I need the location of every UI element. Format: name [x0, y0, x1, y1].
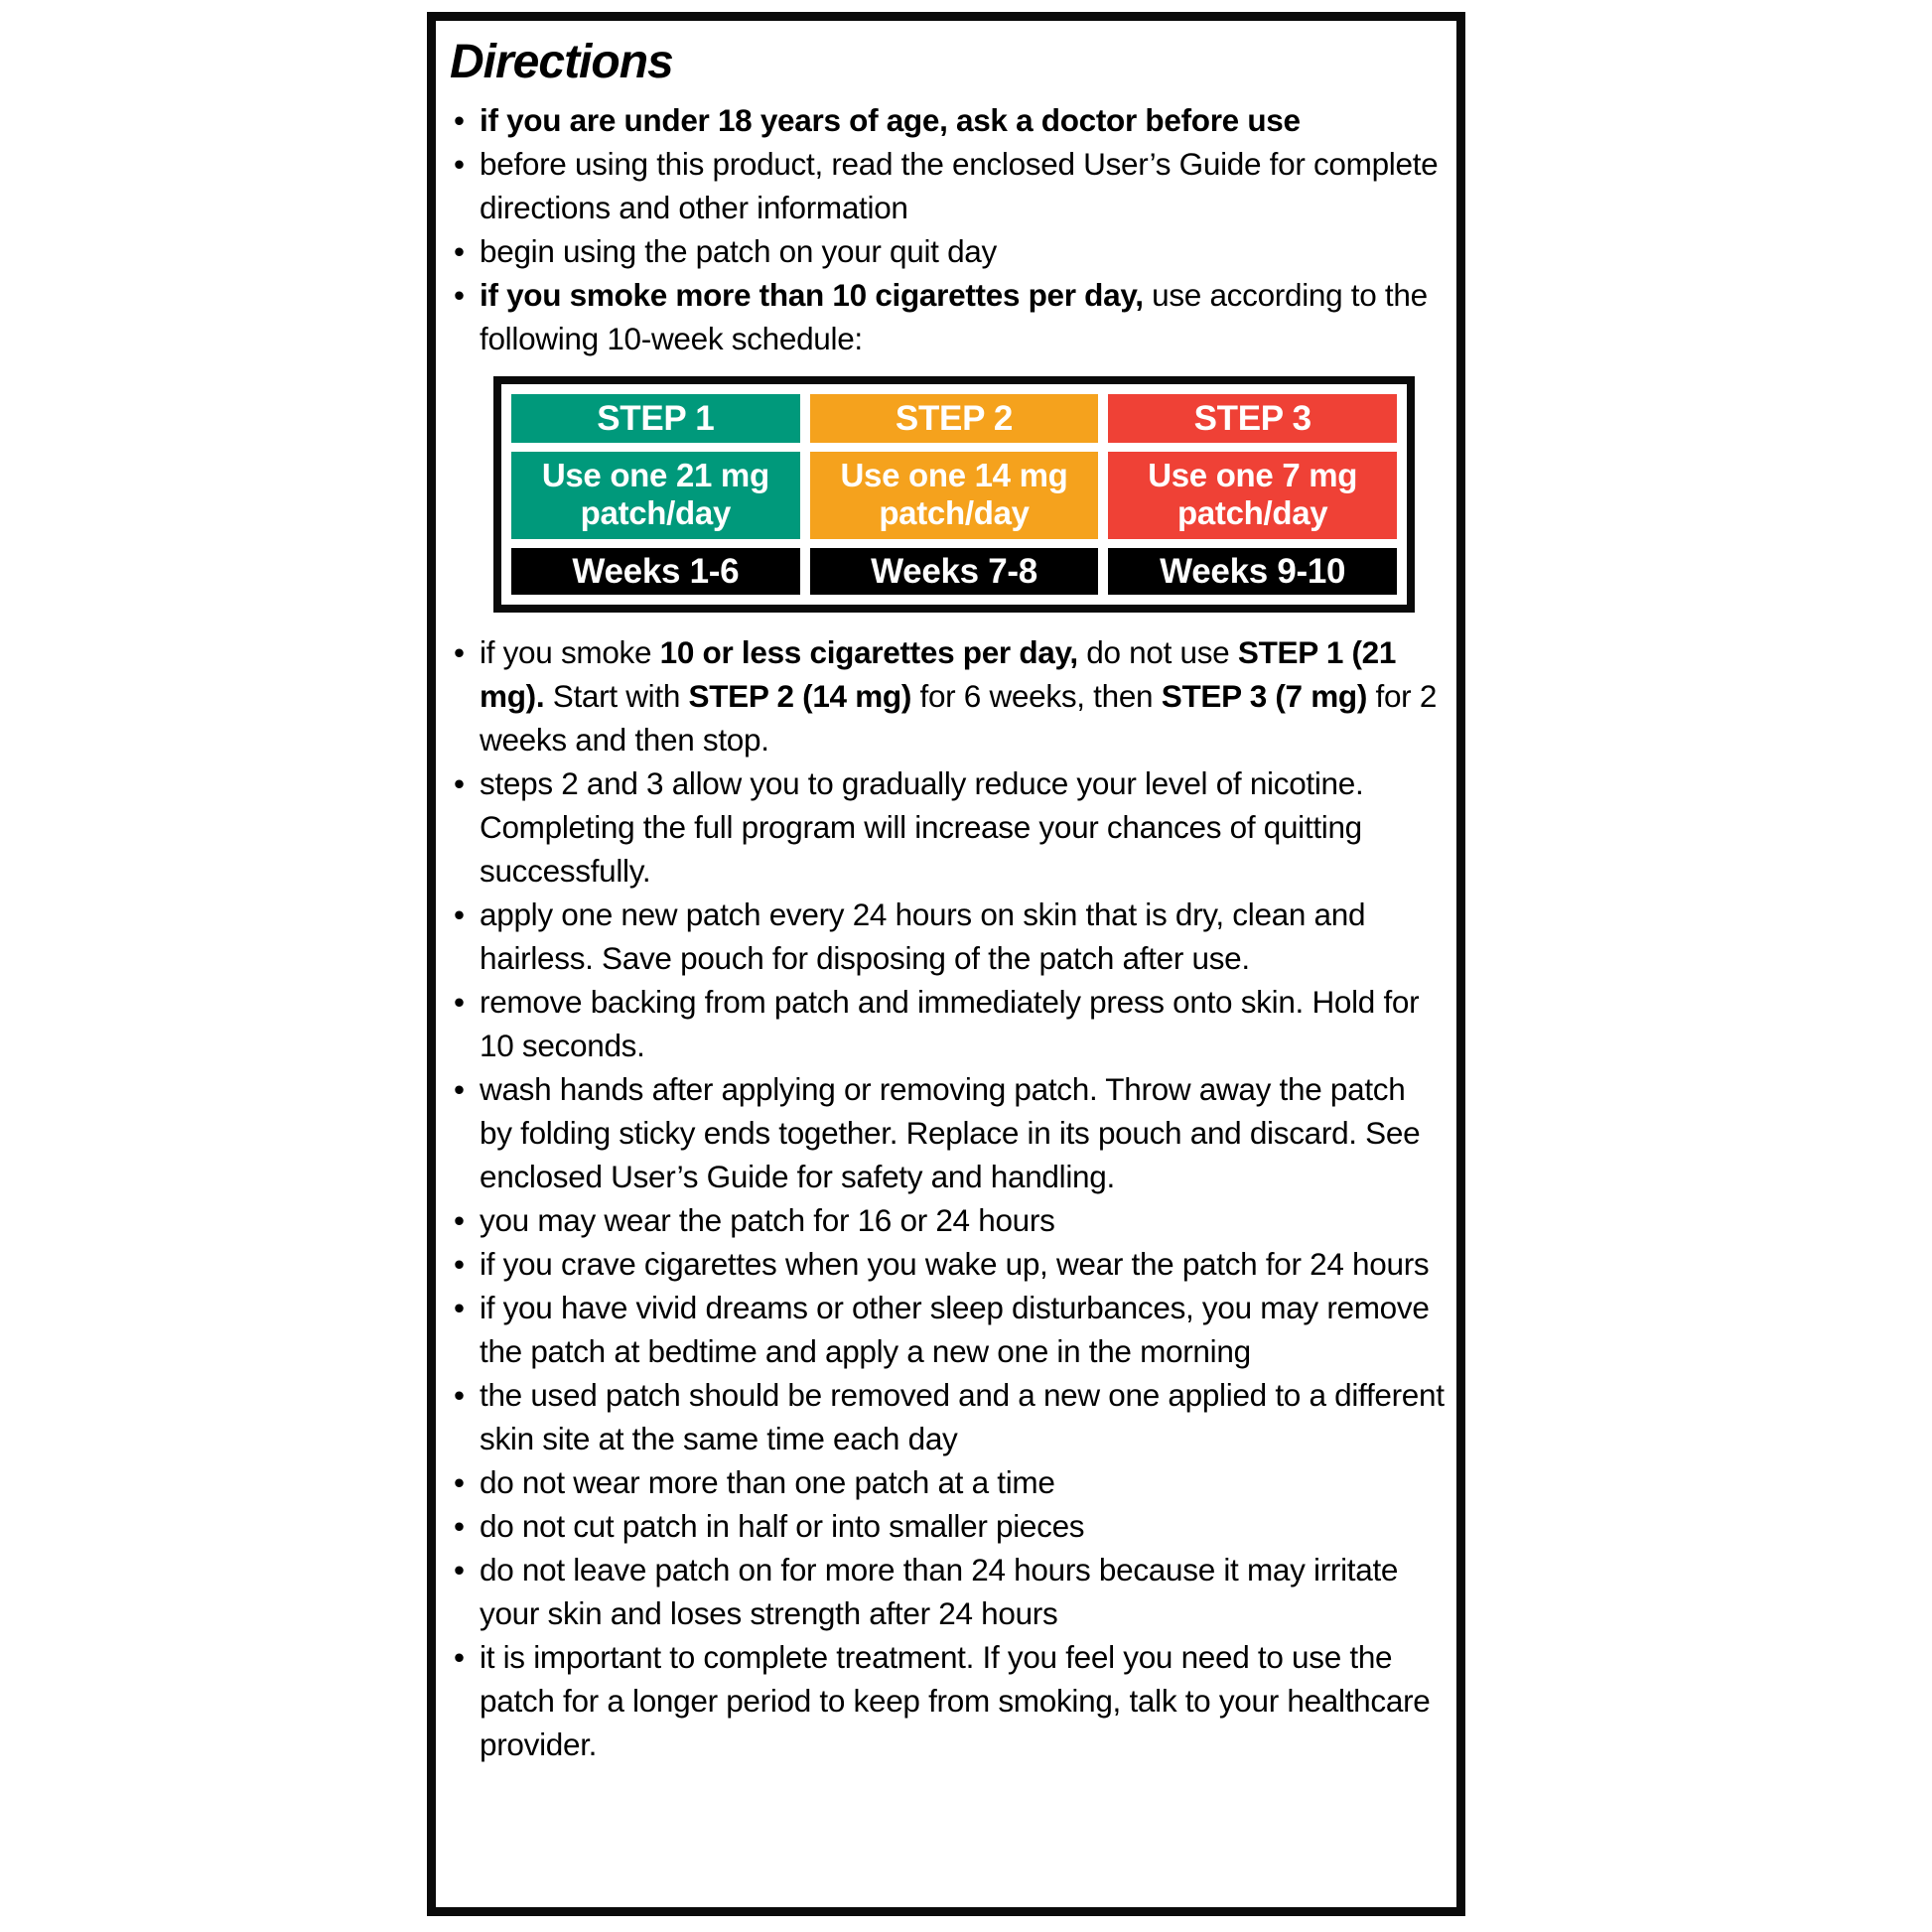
list-item-text: it is important to complete treatment. If you feel you need to use the patch for a longer period to keep from smoking, talk to your healthcare provider. — [480, 1639, 1431, 1762]
list-item-text: the used patch should be removed and a new one applied to a different skin site at the same time each day — [480, 1377, 1445, 1456]
schedule-dose-line: Use one 7 mg — [1148, 457, 1358, 493]
schedule-table — [493, 376, 1415, 613]
list-item-text: remove backing from patch and immediately press onto skin. Hold for 10 seconds. — [480, 984, 1420, 1063]
list-item — [452, 630, 1445, 761]
list-item — [452, 893, 1445, 980]
schedule-step-cell: STEP 2 — [810, 394, 1099, 443]
list-item — [452, 98, 1445, 142]
schedule-column — [511, 394, 800, 595]
list-item-text: for 6 weeks, then — [911, 678, 1162, 714]
schedule-column — [810, 394, 1099, 595]
schedule-weeks-cell: Weeks 7-8 — [810, 548, 1099, 595]
list-item — [452, 1242, 1445, 1286]
list-item-text: 10 or less cigarettes per day, — [659, 634, 1078, 670]
list-item-text: do not use — [1077, 634, 1238, 670]
list-item — [452, 1548, 1445, 1635]
list-item — [452, 1460, 1445, 1504]
list-item-text: begin using the patch on your quit day — [480, 233, 997, 269]
list-item-text: STEP 3 (7 mg) — [1161, 678, 1368, 714]
list-item-text: you may wear the patch for 16 or 24 hours — [480, 1202, 1055, 1238]
list-item-text: use according to the following 10-week schedule: — [480, 277, 1428, 356]
schedule-dose-line: patch/day — [879, 494, 1030, 531]
list-item-text: if you smoke more than 10 cigarettes per day, — [480, 277, 1144, 313]
page-title: Directions — [450, 36, 673, 88]
list-item — [452, 761, 1445, 893]
schedule-dose-line: Use one 14 mg — [840, 457, 1068, 493]
list-item-text: Start with — [544, 678, 689, 714]
directions-panel — [427, 12, 1465, 1916]
list-item — [452, 142, 1445, 229]
list-item-text: do not leave patch on for more than 24 hours because it may irritate your skin and loses strength after 24 hours — [480, 1552, 1399, 1631]
list-item — [452, 1067, 1445, 1198]
schedule-dose-cell — [810, 452, 1099, 539]
list-item — [452, 1635, 1445, 1766]
list-item-text: for 2 weeks and then stop. — [480, 678, 1438, 758]
list-item-text: before using this product, read the enclosed User’s Guide for complete directions and other information — [480, 146, 1439, 225]
list-item-text: STEP 1 (21 mg). — [480, 634, 1397, 714]
list-item — [452, 1504, 1445, 1548]
schedule-column — [1108, 394, 1397, 595]
list-item-text: if you have vivid dreams or other sleep disturbances, you may remove the patch at bedtime and apply a new one in the morning — [480, 1290, 1430, 1369]
schedule-dose-line: patch/day — [580, 494, 731, 531]
list-item-text: wash hands after applying or removing patch. Throw away the patch by folding sticky ends together. Replace in its pouch and discard. See enclosed User’s Guide for safety and handling. — [480, 1071, 1421, 1194]
list-item — [452, 980, 1445, 1067]
list-item-text: apply one new patch every 24 hours on skin that is dry, clean and hairless. Save pouch for disposing of the patch after use. — [480, 897, 1366, 976]
schedule-dose-cell — [511, 452, 800, 539]
schedule-weeks-cell: Weeks 1-6 — [511, 548, 800, 595]
list-item — [452, 1373, 1445, 1460]
directions-list-top — [448, 98, 1445, 360]
list-item-text: STEP 2 (14 mg) — [688, 678, 912, 714]
schedule-step-cell: STEP 3 — [1108, 394, 1397, 443]
list-item — [452, 1286, 1445, 1373]
list-item-text: if you crave cigarettes when you wake up, wear the patch for 24 hours — [480, 1246, 1430, 1282]
schedule-weeks-cell: Weeks 9-10 — [1108, 548, 1397, 595]
list-item — [452, 1198, 1445, 1242]
list-item — [452, 273, 1445, 360]
directions-list-bottom — [448, 630, 1445, 1766]
list-item-text: steps 2 and 3 allow you to gradually reduce your level of nicotine. Completing the full program will increase your chances of quitting successfully. — [480, 765, 1364, 889]
list-item-text: do not cut patch in half or into smaller pieces — [480, 1508, 1085, 1544]
list-item-text: do not wear more than one patch at a time — [480, 1464, 1055, 1500]
list-item-text: if you smoke — [480, 634, 660, 670]
schedule-dose-line: Use one 21 mg — [541, 457, 769, 493]
list-item-text: if you are under 18 years of age, ask a doctor before use — [480, 102, 1301, 138]
schedule-dose-line: patch/day — [1177, 494, 1328, 531]
schedule-dose-cell — [1108, 452, 1397, 539]
list-item — [452, 229, 1445, 273]
schedule-step-cell: STEP 1 — [511, 394, 800, 443]
